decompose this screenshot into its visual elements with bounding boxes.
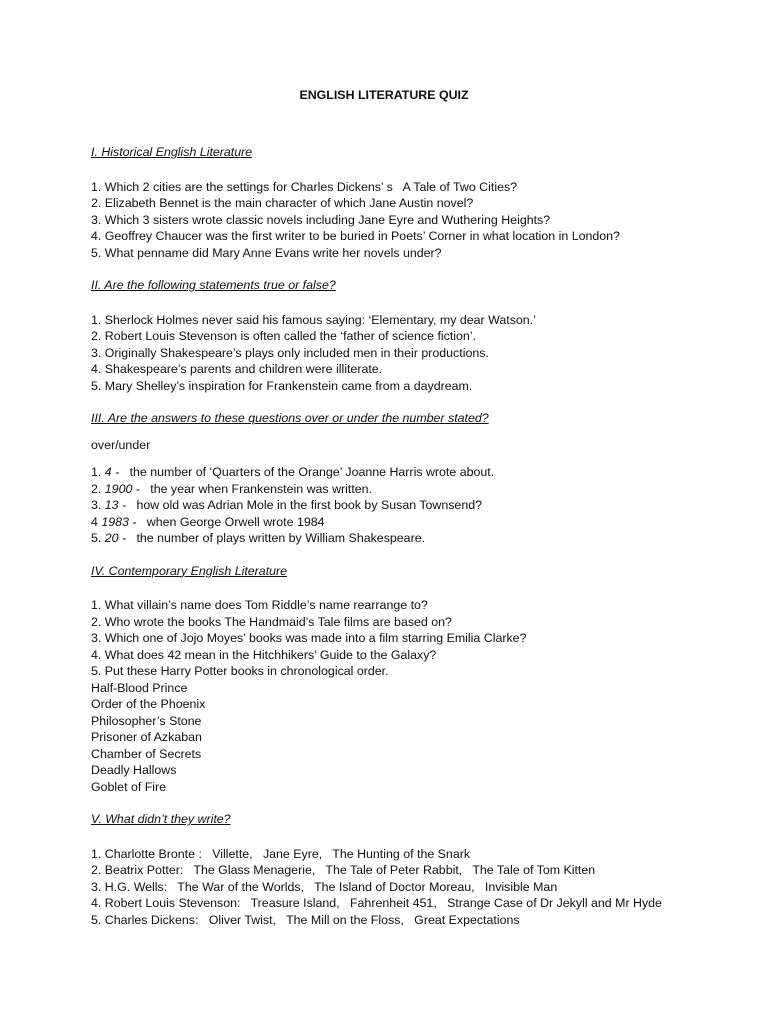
- question-prefix: 1.: [91, 465, 105, 479]
- question-line: 3. Which 3 sisters wrote classic novels including Jane Eyre and Wuthering Heights?: [91, 212, 551, 227]
- question-line: 4. What does 42 mean in the Hitchhikers’ Guide to the Galaxy?: [91, 647, 437, 662]
- question-number: 1900 -: [104, 481, 140, 496]
- book-title: Prisoner of Azkaban: [91, 730, 202, 744]
- question-prefix: 3.: [91, 498, 105, 512]
- question-line: 2. Elizabeth Bennet is the main character of which Jane Austin novel?: [91, 196, 474, 210]
- section-heading: III. Are the answers to these questions over or under the number stated?: [91, 411, 489, 425]
- section-heading: V. What didn’t they write?: [91, 812, 231, 826]
- section-heading: II. Are the following statements true or false?: [91, 278, 336, 292]
- section-contemporary: [91, 563, 731, 796]
- question-line: [91, 514, 731, 531]
- book-title: Deadly Hallows: [91, 763, 177, 777]
- question-number: 13 -: [104, 498, 127, 512]
- section-true-false: [91, 277, 731, 394]
- question-line: [91, 481, 731, 498]
- question-line: 1. Charlotte Bronte : Villette, Jane Eyre, The Hunting of the Snark: [91, 846, 471, 861]
- section-over-under: [91, 410, 731, 547]
- book-title: Half-Blood Prince: [91, 680, 188, 695]
- book-title: Philosopher’s Stone: [91, 713, 202, 728]
- question-line: 1. What villain’s name does Tom Riddle’s name rearrange to?: [91, 598, 428, 612]
- question-line: 2. Robert Louis Stevenson is often called the ‘father of science fiction’.: [91, 329, 477, 343]
- question-line: [91, 497, 731, 514]
- book-title: Chamber of Secrets: [91, 746, 202, 761]
- question-text: the year when Frankenstein was written.: [139, 481, 373, 496]
- book-list: [91, 680, 731, 796]
- question-list: [91, 846, 731, 929]
- question-line: 5. Mary Shelley’s inspiration for Frankenstein came from a daydream.: [91, 378, 473, 393]
- question-line: 3. Which one of Jojo Moyes’ books was made into a film starring Emilia Clarke?: [91, 631, 527, 645]
- question-line: 4. Robert Louis Stevenson: Treasure Island, Fahrenheit 451, Strange Case of Dr Jekyll and Mr Hyde: [91, 896, 662, 910]
- question-text: the number of ‘Quarters of the Orange’ Joanne Harris wrote about.: [119, 465, 495, 479]
- question-prefix: 4: [91, 514, 102, 529]
- question-line: 2. Who wrote the books The Handmaid’s Tale films are based on?: [91, 614, 452, 629]
- question-number: 1983 -: [101, 514, 137, 529]
- question-line: 4. Geoffrey Chaucer was the first writer to be buried in Poets’ Corner in what location in London?: [91, 229, 620, 243]
- question-list: [91, 597, 731, 680]
- book-title: Order of the Phoenix: [91, 697, 206, 711]
- question-line: 3. H.G. Wells: The War of the Worlds, The Island of Doctor Moreau, Invisible Man: [91, 879, 558, 894]
- page-title: ENGLISH LITERATURE QUIZ: [299, 88, 469, 102]
- question-text: the number of plays written by William Shakespeare.: [126, 531, 426, 545]
- question-text: how old was Adrian Mole in the first book by Susan Townsend?: [126, 498, 483, 512]
- question-list: [91, 464, 731, 547]
- question-list: [91, 179, 731, 262]
- quiz-page: [91, 88, 731, 944]
- question-prefix: 2.: [91, 481, 105, 496]
- question-prefix: 5.: [91, 531, 105, 545]
- question-line: 5. What penname did Mary Anne Evans write her novels under?: [91, 245, 442, 260]
- question-line: 1. Sherlock Holmes never said his famous saying: ‘Elementary, my dear Watson.’: [91, 312, 536, 327]
- book-title: Goblet of Fire: [91, 779, 167, 794]
- question-line: 4. Shakespeare’s parents and children were illiterate.: [91, 362, 383, 376]
- question-line: 5. Put these Harry Potter books in chronological order.: [91, 664, 389, 678]
- section-historical: [91, 144, 731, 261]
- section-heading: IV. Contemporary English Literature: [91, 563, 288, 578]
- question-line: [91, 530, 731, 547]
- question-line: 5. Charles Dickens: Oliver Twist, The Mill on the Floss, Great Expectations: [91, 912, 520, 927]
- question-number: 20 -: [104, 531, 127, 545]
- question-line: [91, 464, 731, 481]
- section-didnt-write: [91, 811, 731, 928]
- question-text: when George Orwell wrote 1984: [136, 514, 325, 529]
- question-line: 3. Originally Shakespeare’s plays only included men in their productions.: [91, 345, 489, 360]
- question-line: 1. Which 2 cities are the settings for Charles Dickens’ s A Tale of Two Cities?: [91, 179, 518, 194]
- over-under-label: over/under: [91, 437, 151, 452]
- question-line: 2. Beatrix Potter: The Glass Menagerie, The Tale of Peter Rabbit, The Tale of Tom Kitten: [91, 863, 596, 877]
- question-number: 4 -: [104, 465, 120, 479]
- section-heading: I. Historical English Literature: [91, 145, 253, 159]
- question-list: [91, 312, 731, 395]
